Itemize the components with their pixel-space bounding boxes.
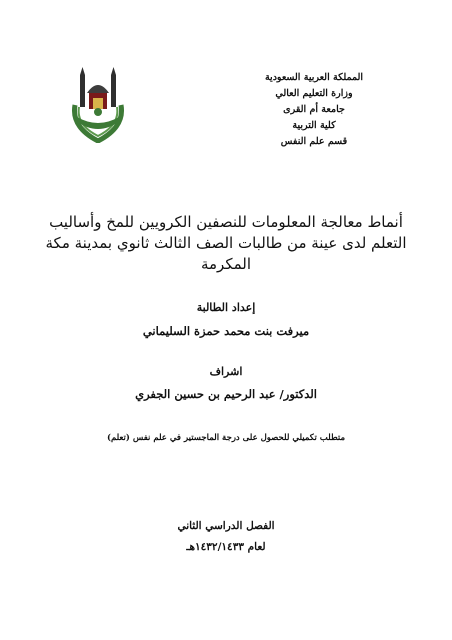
thesis-title: أنماط معالجة المعلومات للنصفين الكرويين للمخ وأساليب التعلم لدى عينة من طالبات الصف الثالث ثانوي بمدينة مكة المكرمة	[45, 213, 407, 273]
student-name: ميرفت بنت محمد حمزة السليماني	[142, 324, 310, 338]
degree-requirement-note: متطلب تكميلي للحصول على درجة الماجستير في علم نفس (تعلم)	[106, 433, 346, 443]
header-line-country: المملكة العربية السعودية	[264, 72, 364, 83]
academic-year: لعام ١٤٣٢/١٤٣٣هـ	[186, 541, 266, 553]
academic-term: الفصل الدراسي الثاني	[177, 520, 275, 532]
header-line-department: قسم علم النفس	[280, 136, 348, 147]
supervision-label: اشراف	[209, 365, 243, 378]
prepared-by-label: إعداد الطالبة	[196, 301, 256, 314]
supervisor-name: الدكتور/ عبد الرحيم بن حسين الجفري	[135, 387, 317, 401]
header-line-college: كلية التربية	[292, 120, 336, 131]
header-line-ministry: وزارة التعليم العالي	[275, 88, 353, 99]
header-line-university: جامعة أم القرى	[283, 104, 345, 115]
umm-al-qura-university-seal-icon	[67, 65, 129, 143]
institution-header	[244, 70, 384, 150]
